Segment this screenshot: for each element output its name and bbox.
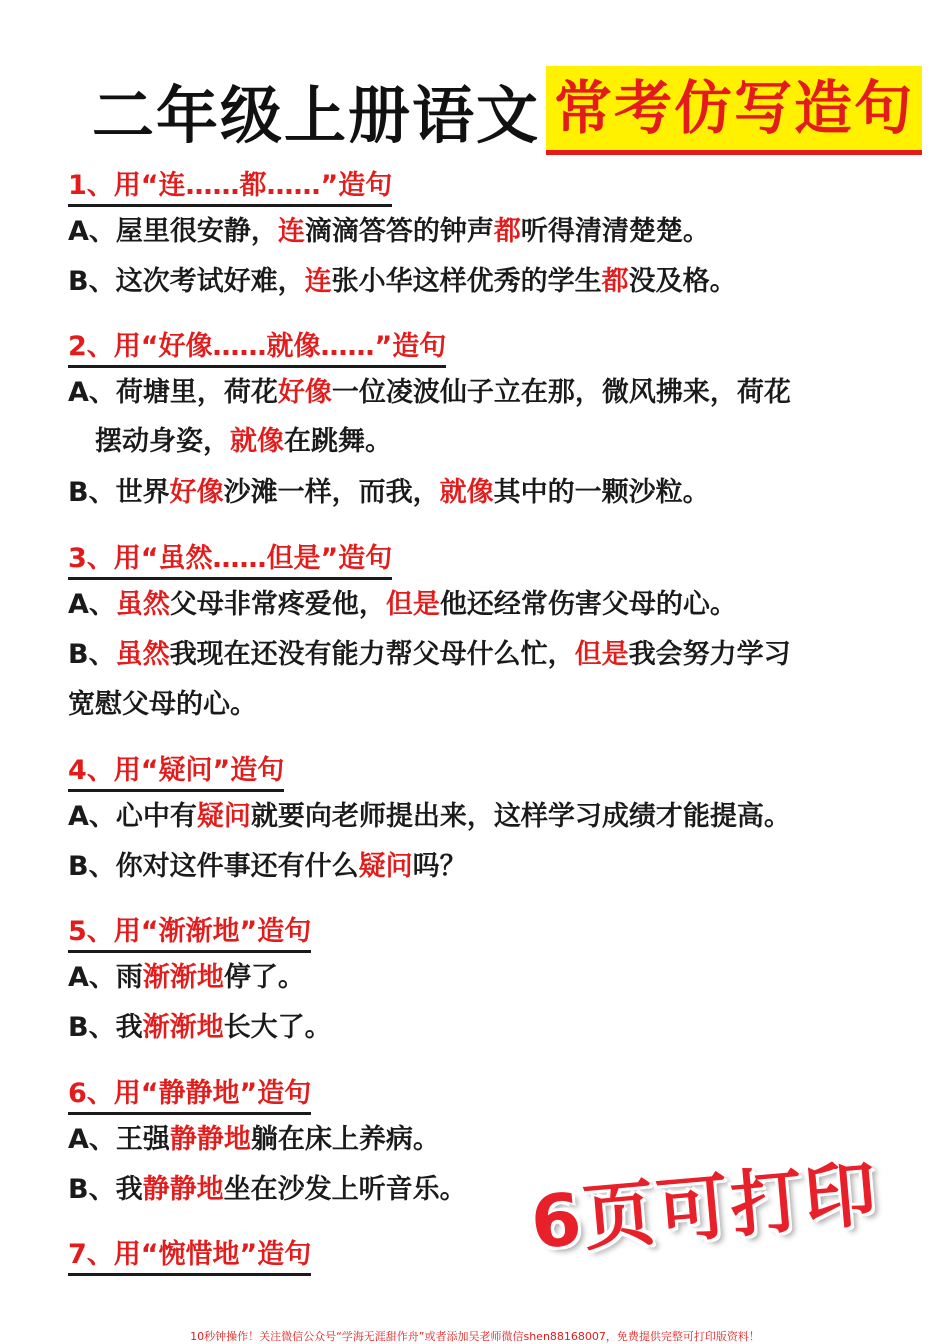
sentence-text: A、王强 xyxy=(68,1124,170,1155)
sentence-text: 宽慰父母的心。 xyxy=(68,689,257,720)
sentence-text: 一位凌波仙子立在那，微风拂来，荷花 xyxy=(331,377,791,408)
sentence-text: 就要向老师提出来，这样学习成绩才能提高。 xyxy=(250,801,791,832)
sentence-text: 长大了。 xyxy=(223,1012,332,1043)
keyword-highlight: 好像 xyxy=(277,377,332,408)
sentence-text: 滴滴答答的钟声 xyxy=(304,216,494,247)
example-sentence xyxy=(68,585,737,625)
footer-note: 10秒钟操作！关注微信公众号“学海无涯甜作舟”或者添加吴老师微信shen88168007，免费提供完整可打印版资料！ xyxy=(190,1330,760,1343)
sentence-text: 没及格。 xyxy=(628,266,737,297)
sentence-text: 听得清清楚楚。 xyxy=(520,216,710,247)
sentence-text: 张小华这样优秀的学生 xyxy=(331,266,602,297)
keyword-highlight: 好像 xyxy=(169,477,224,508)
example-sentence xyxy=(68,1008,332,1048)
example-sentence xyxy=(68,797,791,837)
example-sentence xyxy=(68,635,791,675)
sentence-text: 我会努力学习 xyxy=(628,639,791,670)
keyword-highlight: 渐渐地 xyxy=(142,1012,224,1043)
keyword-highlight: 渐渐地 xyxy=(142,962,224,993)
sentence-text: 沙滩一样，而我， xyxy=(223,477,440,508)
sentence-text: 其中的一颗沙粒。 xyxy=(493,477,710,508)
keyword-highlight: 都 xyxy=(601,266,629,297)
section-heading: 6、用“静静地”造句 xyxy=(68,1071,311,1115)
sentence-text: A、 xyxy=(68,589,116,620)
sentence-text: 坐在沙发上听音乐。 xyxy=(223,1174,467,1205)
example-sentence xyxy=(68,212,710,252)
sentence-text: B、我 xyxy=(68,1174,143,1205)
example-sentence xyxy=(68,1170,467,1210)
example-sentence xyxy=(68,958,305,998)
sentence-text: 我现在还没有能力帮父母什么忙， xyxy=(169,639,575,670)
page-title xyxy=(92,60,922,160)
sentence-text: B、我 xyxy=(68,1012,143,1043)
keyword-highlight: 连 xyxy=(304,266,332,297)
keyword-highlight: 但是 xyxy=(385,589,440,620)
sentence-text: B、 xyxy=(68,639,116,670)
section-heading: 4、用“疑问”造句 xyxy=(68,748,284,792)
keyword-highlight: 疑问 xyxy=(196,801,251,832)
example-sentence xyxy=(68,262,737,302)
section-heading: 1、用“连……都……”造句 xyxy=(68,163,392,207)
keyword-highlight: 就像 xyxy=(439,477,494,508)
title-highlight: 常考仿写造句 xyxy=(546,66,922,155)
keyword-highlight: 虽然 xyxy=(115,589,170,620)
example-sentence xyxy=(68,1120,440,1160)
sentence-text: A、屋里很安静， xyxy=(68,216,278,247)
keyword-highlight: 都 xyxy=(493,216,521,247)
example-sentence xyxy=(68,847,467,887)
keyword-highlight: 静静地 xyxy=(169,1124,251,1155)
keyword-highlight: 静静地 xyxy=(142,1174,224,1205)
example-sentence xyxy=(68,373,791,413)
keyword-highlight: 虽然 xyxy=(115,639,170,670)
sentence-text: 他还经常伤害父母的心。 xyxy=(439,589,737,620)
section-heading: 3、用“虽然……但是”造句 xyxy=(68,536,392,580)
sentence-text: A、雨 xyxy=(68,962,143,993)
sentence-text: 躺在床上养病。 xyxy=(250,1124,440,1155)
sentence-text: 吗？ xyxy=(412,851,467,882)
sentence-text: B、你对这件事还有什么 xyxy=(68,851,359,882)
printable-pages-stamp: 6页可打印 xyxy=(527,1150,882,1265)
section-heading: 2、用“好像……就像……”造句 xyxy=(68,324,446,368)
section-heading: 5、用“渐渐地”造句 xyxy=(68,909,311,953)
sentence-text: 父母非常疼爱他， xyxy=(169,589,386,620)
sentence-text: 停了。 xyxy=(223,962,305,993)
example-sentence xyxy=(68,473,710,513)
sentence-text: 在跳舞。 xyxy=(284,426,392,457)
example-sentence xyxy=(68,685,257,725)
title-main: 二年级上册语文 xyxy=(92,78,541,152)
keyword-highlight: 疑问 xyxy=(358,851,413,882)
sentence-text: B、世界 xyxy=(68,477,170,508)
sentence-text: A、荷塘里，荷花 xyxy=(68,377,278,408)
keyword-highlight: 但是 xyxy=(574,639,629,670)
keyword-highlight: 就像 xyxy=(230,426,284,457)
section-heading: 7、用“惋惜地”造句 xyxy=(68,1232,311,1276)
sentence-text: 摆动身姿， xyxy=(68,426,230,457)
keyword-highlight: 连 xyxy=(277,216,305,247)
sentence-text: B、这次考试好难， xyxy=(68,266,305,297)
example-sentence xyxy=(68,422,392,462)
sentence-text: A、心中有 xyxy=(68,801,197,832)
